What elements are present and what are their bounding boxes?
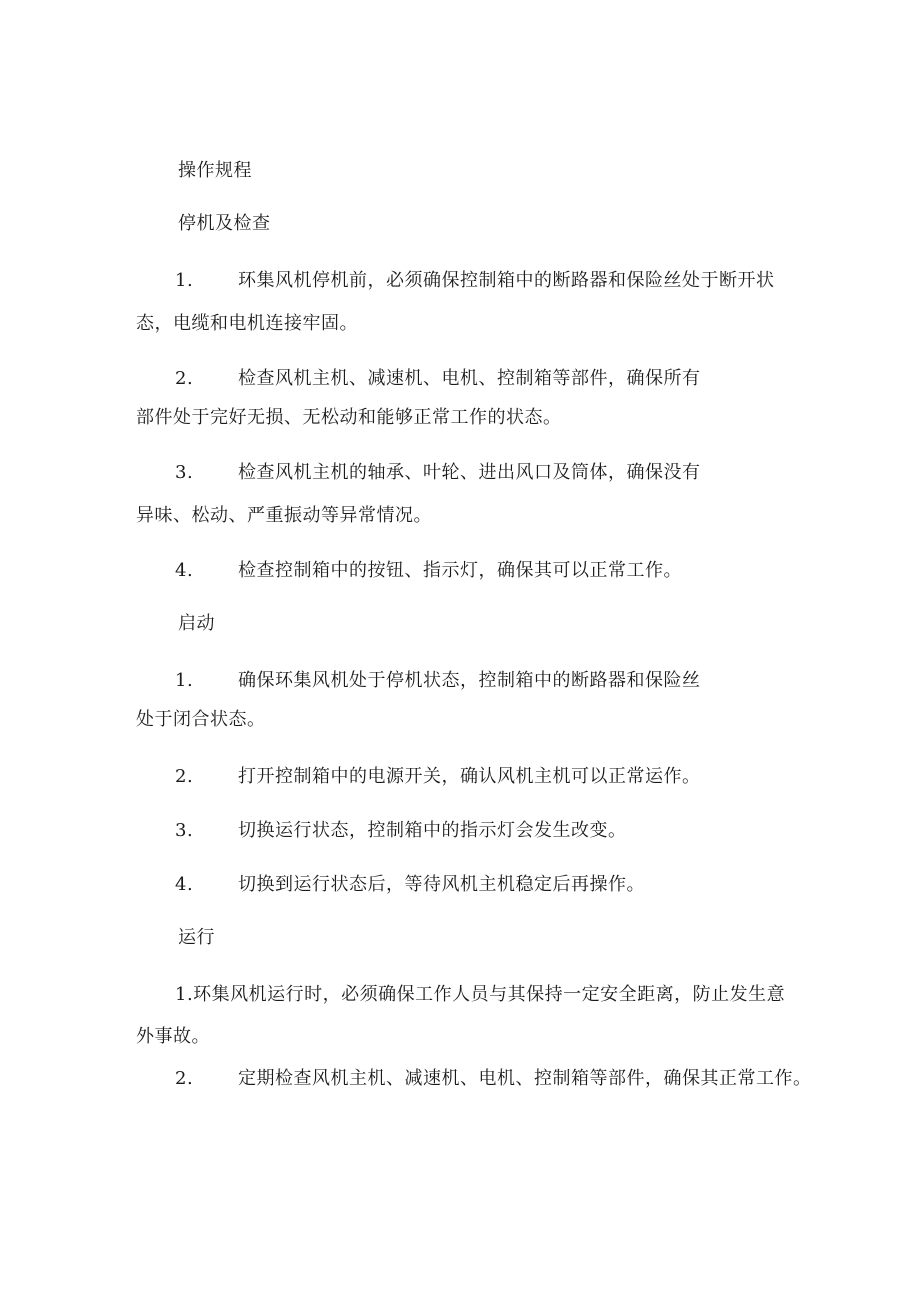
item-text: 检查风机主机、减速机、电机、控制箱等部件，确保所有 bbox=[238, 368, 701, 389]
item-number: 1. bbox=[175, 670, 194, 691]
item-number: 1. bbox=[175, 270, 194, 291]
item-number: 2. bbox=[175, 368, 194, 389]
item-text: 检查控制箱中的按钮、指示灯，确保其可以正常工作。 bbox=[238, 560, 682, 581]
item-text-continued: 处于闭合状态。 bbox=[136, 709, 266, 730]
document-title: 操作规程 bbox=[178, 160, 252, 181]
item-text: 打开控制箱中的电源开关，确认风机主机可以正常运作。 bbox=[238, 766, 701, 787]
item-text: 环集风机停机前，必须确保控制箱中的断路器和保险丝处于断开状 bbox=[238, 270, 775, 291]
item-number: 3. bbox=[175, 820, 194, 841]
item-text-continued: 态，电缆和电机连接牢固。 bbox=[136, 313, 358, 334]
section-heading-startup: 启动 bbox=[178, 613, 215, 634]
item-text: 1.环集风机运行时，必须确保工作人员与其保持一定安全距离，防止发生意 bbox=[175, 984, 786, 1005]
section-heading-operation: 运行 bbox=[178, 927, 215, 948]
item-text-continued: 部件处于完好无损、无松动和能够正常工作的状态。 bbox=[136, 407, 562, 428]
item-text-continued: 异味、松动、严重振动等异常情况。 bbox=[136, 505, 432, 526]
item-number: 2. bbox=[175, 1068, 194, 1089]
item-text-continued: 外事故。 bbox=[136, 1026, 210, 1047]
item-number: 4. bbox=[175, 874, 194, 895]
item-number: 3. bbox=[175, 462, 194, 483]
item-text: 切换到运行状态后，等待风机主机稳定后再操作。 bbox=[238, 874, 645, 895]
item-text: 切换运行状态，控制箱中的指示灯会发生改变。 bbox=[238, 820, 627, 841]
item-text: 检查风机主机的轴承、叶轮、进出风口及筒体，确保没有 bbox=[238, 462, 701, 483]
section-heading-shutdown: 停机及检查 bbox=[178, 213, 271, 234]
item-text: 定期检查风机主机、减速机、电机、控制箱等部件，确保其正常工作。 bbox=[238, 1068, 812, 1089]
item-number: 2. bbox=[175, 766, 194, 787]
item-number: 4. bbox=[175, 560, 194, 581]
item-text: 确保环集风机处于停机状态，控制箱中的断路器和保险丝 bbox=[238, 670, 701, 691]
